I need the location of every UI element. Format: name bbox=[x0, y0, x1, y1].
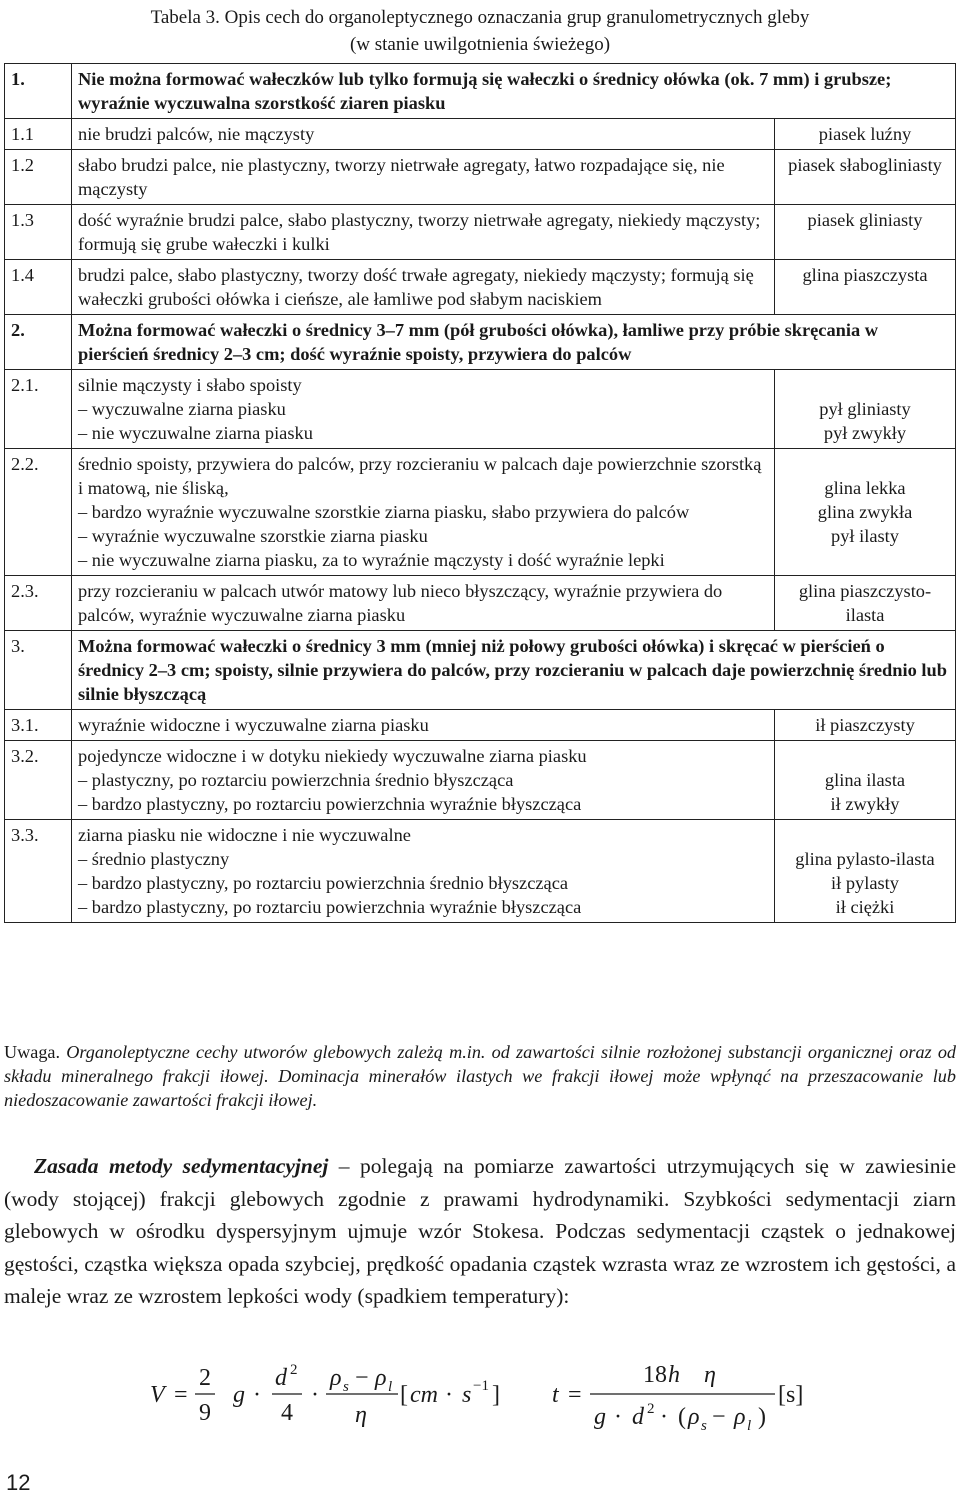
formula-exp: −1 bbox=[473, 1378, 489, 1394]
formula-sub: s bbox=[701, 1418, 707, 1434]
velocity-formula bbox=[150, 1362, 500, 1428]
row-description: słabo brudzi palce, nie plastyczny, tworzy nietrwałe agregaty, łatwo rozpadające się, nie mączysty bbox=[72, 150, 775, 205]
table-caption bbox=[0, 4, 960, 58]
result-line: ił ciężki bbox=[835, 897, 895, 917]
formula-paren: ) bbox=[758, 1404, 766, 1430]
row-result: ił piaszczysty bbox=[775, 710, 956, 741]
formula-eq: = bbox=[174, 1382, 188, 1408]
paragraph-text: – polegają na pomiarze zawartości utrzymujących się w zawiesinie (wody stojącej) frakcji glebowych zgodnie z prawami hydrodynamiki. Szybkości sedymentacji ziarn glebowych w ośrodku dyspersyjnym ujmuje wzór Stokesa. Podczas sedymentacji cząstek o jednakowej gęstości, cząstka większa opada szybciej, prędkość opadania cząstek wzrasta wraz ze wzrostem ich gęstości, a maleje wraz ze wzrostem lepkości wody (spadkiem temperatury): bbox=[4, 1154, 957, 1308]
row-result: glina piaszczysto-ilasta bbox=[775, 576, 956, 631]
desc-line: – bardzo plastyczny, po roztarciu powierzchnia średnio błyszcząca bbox=[78, 873, 569, 893]
desc-line: średnio spoisty, przywiera do palców, przy rozcieraniu w palcach daje powierzchnie szorstką i matową, nie śliską, bbox=[78, 454, 762, 498]
formula-d: d bbox=[632, 1404, 644, 1430]
formula-g: g bbox=[594, 1404, 606, 1430]
row-description bbox=[72, 449, 775, 576]
desc-line: – nie wyczuwalne ziarna piasku, za to wyraźnie mączysty i dość wyraźnie lepki bbox=[78, 550, 665, 570]
formula-t: t bbox=[552, 1382, 559, 1408]
table-row bbox=[5, 150, 956, 205]
group-heading: Nie można formować wałeczków lub tylko formują się wałeczki o średnicy ołówka (ok. 7 mm) i grubsze; wyraźnie wyczuwalna szorstkość ziaren piasku bbox=[72, 64, 956, 119]
formula-unit: [s] bbox=[778, 1382, 804, 1408]
row-result bbox=[775, 370, 956, 449]
formula-v: V bbox=[150, 1382, 165, 1408]
formula-dot: · bbox=[614, 1404, 622, 1430]
desc-line: pojedyncze widoczne i w dotyku niekiedy wyczuwalne ziarna piasku bbox=[78, 746, 587, 766]
note-label: Uwaga. bbox=[4, 1042, 61, 1062]
row-number: 2. bbox=[5, 315, 72, 370]
row-result: piasek gliniasty bbox=[775, 205, 956, 260]
row-result: piasek luźny bbox=[775, 119, 956, 150]
row-number: 1.2 bbox=[5, 150, 72, 205]
row-result bbox=[775, 741, 956, 820]
row-description bbox=[72, 741, 775, 820]
granulometric-table bbox=[4, 63, 956, 923]
formula-sub: s bbox=[343, 1379, 349, 1395]
row-number: 2.3. bbox=[5, 576, 72, 631]
formula-eq: = bbox=[568, 1382, 582, 1408]
formula-dot: · bbox=[445, 1382, 453, 1408]
row-result: piasek słabogliniasty bbox=[775, 150, 956, 205]
formula-rho: ρ bbox=[734, 1404, 746, 1430]
result-line: ił zwykły bbox=[830, 794, 900, 814]
formula-den: 9 bbox=[199, 1400, 211, 1426]
formula-dot: · bbox=[253, 1382, 261, 1408]
result-line: glina lekka bbox=[824, 478, 906, 498]
row-number: 3. bbox=[5, 631, 72, 710]
row-result bbox=[775, 449, 956, 576]
formula-d: d bbox=[275, 1365, 287, 1391]
desc-line: – nie wyczuwalne ziarna piasku bbox=[78, 423, 313, 443]
desc-line: – wyraźnie wyczuwalne szorstkie ziarna piasku bbox=[78, 526, 428, 546]
formula-dot: · bbox=[311, 1382, 319, 1408]
formula-bracket: ] bbox=[492, 1382, 500, 1408]
row-number: 1.3 bbox=[5, 205, 72, 260]
formula-minus: − bbox=[712, 1404, 726, 1430]
result-line: pył gliniasty bbox=[819, 399, 911, 419]
body-paragraph bbox=[4, 1150, 956, 1313]
desc-line: – bardzo wyraźnie wyczuwalne szorstkie ziarna piasku, słabo przywiera do palców bbox=[78, 502, 690, 522]
time-formula bbox=[552, 1362, 803, 1434]
table-row bbox=[5, 64, 956, 119]
desc-line: – bardzo plastyczny, po roztarciu powierzchnia wyraźnie błyszcząca bbox=[78, 794, 582, 814]
formula-sub: l bbox=[747, 1418, 752, 1434]
result-line: ił pylasty bbox=[831, 873, 899, 893]
row-number: 1. bbox=[5, 64, 72, 119]
row-result: glina piaszczysta bbox=[775, 260, 956, 315]
table-row bbox=[5, 205, 956, 260]
desc-line: ziarna piasku nie widoczne i nie wyczuwalne bbox=[78, 825, 411, 845]
formula-rho: ρ bbox=[688, 1404, 700, 1430]
table-row bbox=[5, 576, 956, 631]
formula-h: h bbox=[668, 1362, 680, 1388]
formula-sq: 2 bbox=[647, 1401, 655, 1417]
formula-bracket: [ bbox=[400, 1382, 408, 1408]
formula-rho: ρ bbox=[375, 1365, 387, 1391]
table-row bbox=[5, 315, 956, 370]
caption-line-1: Tabela 3. Opis cech do organoleptycznego oznaczania grup granulometrycznych gleby bbox=[150, 7, 810, 28]
formula-eta: η bbox=[355, 1402, 367, 1428]
note-text: Organoleptyczne cechy utworów glebowych zależą m.in. od zawartości silnie rozłożonej substancji organicznej oraz od składu mineralnego frakcji iłowej. Dominacja minerałów ilastych we frakcji iłowej może wpłynąć na przeszacowanie lub niedoszacowanie zawartości frakcji iłowej. bbox=[4, 1042, 957, 1110]
table-row bbox=[5, 710, 956, 741]
formula-dot: · bbox=[660, 1404, 668, 1430]
row-number: 1.1 bbox=[5, 119, 72, 150]
result-line: glina zwykła bbox=[817, 502, 913, 522]
table-row bbox=[5, 741, 956, 820]
row-description: wyraźnie widoczne i wyczuwalne ziarna piasku bbox=[72, 710, 775, 741]
desc-line: – bardzo plastyczny, po roztarciu powierzchnia wyraźnie błyszcząca bbox=[78, 897, 582, 917]
formula-minus: − bbox=[355, 1365, 369, 1391]
paragraph-lead: Zasada metody sedymentacyjnej bbox=[34, 1154, 329, 1178]
row-number: 3.2. bbox=[5, 741, 72, 820]
formula-num: 2 bbox=[199, 1365, 211, 1391]
group-heading: Można formować wałeczki o średnicy 3 mm (mniej niż połowy grubości ołówka) i skręcać w pierścień o średnicy 2–3 cm; spoisty, silnie przywiera do palców, przy rozcieraniu w palcach daje powierzchnię średnio lub silnie błyszczącą bbox=[72, 631, 956, 710]
row-number: 3.1. bbox=[5, 710, 72, 741]
desc-line: – plastyczny, po roztarciu powierzchnia średnio błyszcząca bbox=[78, 770, 514, 790]
table-row bbox=[5, 119, 956, 150]
caption-line-2: (w stanie uwilgotnienia świeżego) bbox=[349, 34, 611, 55]
table-row bbox=[5, 631, 956, 710]
result-line: glina ilasta bbox=[824, 770, 906, 790]
formula-s: s bbox=[462, 1382, 472, 1408]
row-result bbox=[775, 820, 956, 923]
result-line: glina pylasto-ilasta bbox=[795, 849, 935, 869]
desc-line: – wyczuwalne ziarna piasku bbox=[78, 399, 286, 419]
row-description bbox=[72, 370, 775, 449]
formula-cm: cm bbox=[410, 1382, 438, 1408]
table-row bbox=[5, 370, 956, 449]
page-number: 12 bbox=[6, 1470, 31, 1495]
row-description: przy rozcieraniu w palcach utwór matowy lub nieco błyszczący, wyraźnie przywiera do palców, wyraźnie wyczuwalne ziarna piasku bbox=[72, 576, 775, 631]
row-number: 3.3. bbox=[5, 820, 72, 923]
formula-paren: ( bbox=[678, 1404, 686, 1430]
formula-rho: ρ bbox=[330, 1365, 342, 1391]
result-line: pył zwykły bbox=[823, 423, 907, 443]
row-number: 1.4 bbox=[5, 260, 72, 315]
result-line: pył ilasty bbox=[831, 526, 899, 546]
formula-sub: l bbox=[388, 1379, 393, 1395]
formula-sq: 2 bbox=[290, 1362, 298, 1378]
table-row bbox=[5, 260, 956, 315]
formula-den: 4 bbox=[281, 1400, 293, 1426]
row-number: 2.1. bbox=[5, 370, 72, 449]
table-row bbox=[5, 820, 956, 923]
formula-g: g bbox=[233, 1382, 245, 1408]
table-row bbox=[5, 449, 956, 576]
row-description: brudzi palce, słabo plastyczny, tworzy dość trwałe agregaty, niekiedy mączysty; formują się wałeczki grubości ołówka i cieńsze, ale łamliwe pod słabym naciskiem bbox=[72, 260, 775, 315]
table-note bbox=[4, 1040, 956, 1112]
formula-num: 18 bbox=[643, 1362, 667, 1388]
row-description: dość wyraźnie brudzi palce, słabo plastyczny, tworzy nietrwałe agregaty, niekiedy mączysty; formują się grube wałeczki i kulki bbox=[72, 205, 775, 260]
desc-line: silnie mączysty i słabo spoisty bbox=[78, 375, 302, 395]
row-number: 2.2. bbox=[5, 449, 72, 576]
row-description: nie brudzi palców, nie mączysty bbox=[72, 119, 775, 150]
desc-line: – średnio plastyczny bbox=[78, 849, 230, 869]
group-heading: Można formować wałeczki o średnicy 3–7 mm (pół grubości ołówka), łamliwe przy próbie skręcania w pierścień średnicy 2–3 cm; dość wyraźnie spoisty, przywiera do palców bbox=[72, 315, 956, 370]
stokes-formulas bbox=[0, 1350, 960, 1440]
formula-eta: η bbox=[704, 1362, 716, 1388]
row-description bbox=[72, 820, 775, 923]
